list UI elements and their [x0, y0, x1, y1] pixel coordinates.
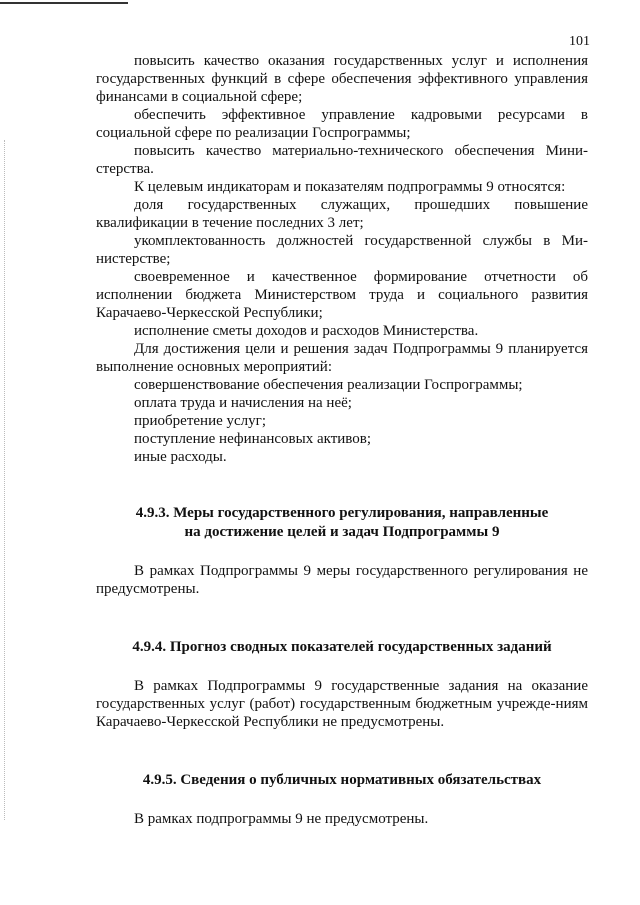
indicator-item: исполнение сметы доходов и расходов Министерства. [134, 323, 479, 339]
activity-item: поступление нефинансовых активов; [134, 431, 372, 447]
list-item: повысить качество оказания государственных услуг и исполнения государственных функций в сфере обеспечения эффективного управления финансами в социальной сфере; [96, 53, 588, 105]
indicator-item: своевременное и качественное формирование отчетности об исполнении бюджета Министерством труда и социального развития Карачаево-Черкесской Республики; [96, 269, 588, 321]
document-page [96, 52, 588, 828]
section-495-text: В рамках подпрограммы 9 не предусмотрены. [134, 811, 429, 827]
top-rule [0, 2, 128, 4]
section-495-title: 4.9.5. Сведения о публичных нормативных обязательствах [142, 772, 542, 788]
activity-item: оплата труда и начисления на неё; [134, 395, 352, 411]
page-number: 101 [569, 34, 590, 49]
activity-item: иные расходы. [134, 449, 227, 465]
indicator-item: укомплектованность должностей государственной службы в Ми-нистерстве; [96, 233, 588, 267]
scan-margin-dots [4, 140, 7, 820]
indicator-item: доля государственных служащих, прошедших повышение квалификации в течение последних 3 лет; [96, 197, 588, 231]
list-item: повысить качество материально-технического обеспечения Мини-стерства. [96, 143, 588, 177]
activity-item: приобретение услуг; [134, 413, 266, 429]
section-493-title-line2: на достижение целей и задач Подпрограммы 9 [184, 524, 500, 540]
section-494-text: В рамках Подпрограммы 9 государственные задания на оказание государственных услуг (работ) государственным бюджетным учрежде-ниям Карачаево-Черкесской Республики не предусмотрены. [96, 678, 588, 730]
activities-intro: Для достижения цели и решения задач Подпрограммы 9 планируется выполнение основных мероприятий: [96, 341, 588, 375]
section-494-title: 4.9.4. Прогноз сводных показателей государственных заданий [132, 639, 552, 655]
indicators-intro: К целевым индикаторам и показателям подпрограммы 9 относятся: [134, 179, 566, 195]
section-493-text: В рамках Подпрограммы 9 меры государственного регулирования не предусмотрены. [96, 563, 588, 597]
list-item: обеспечить эффективное управление кадровыми ресурсами в социальной сфере по реализации Госпрограммы; [96, 107, 588, 141]
section-493-title-line1: 4.9.3. Меры государственного регулирования, направленные [135, 505, 549, 521]
activity-item: совершенствование обеспечения реализации Госпрограммы; [134, 377, 523, 393]
